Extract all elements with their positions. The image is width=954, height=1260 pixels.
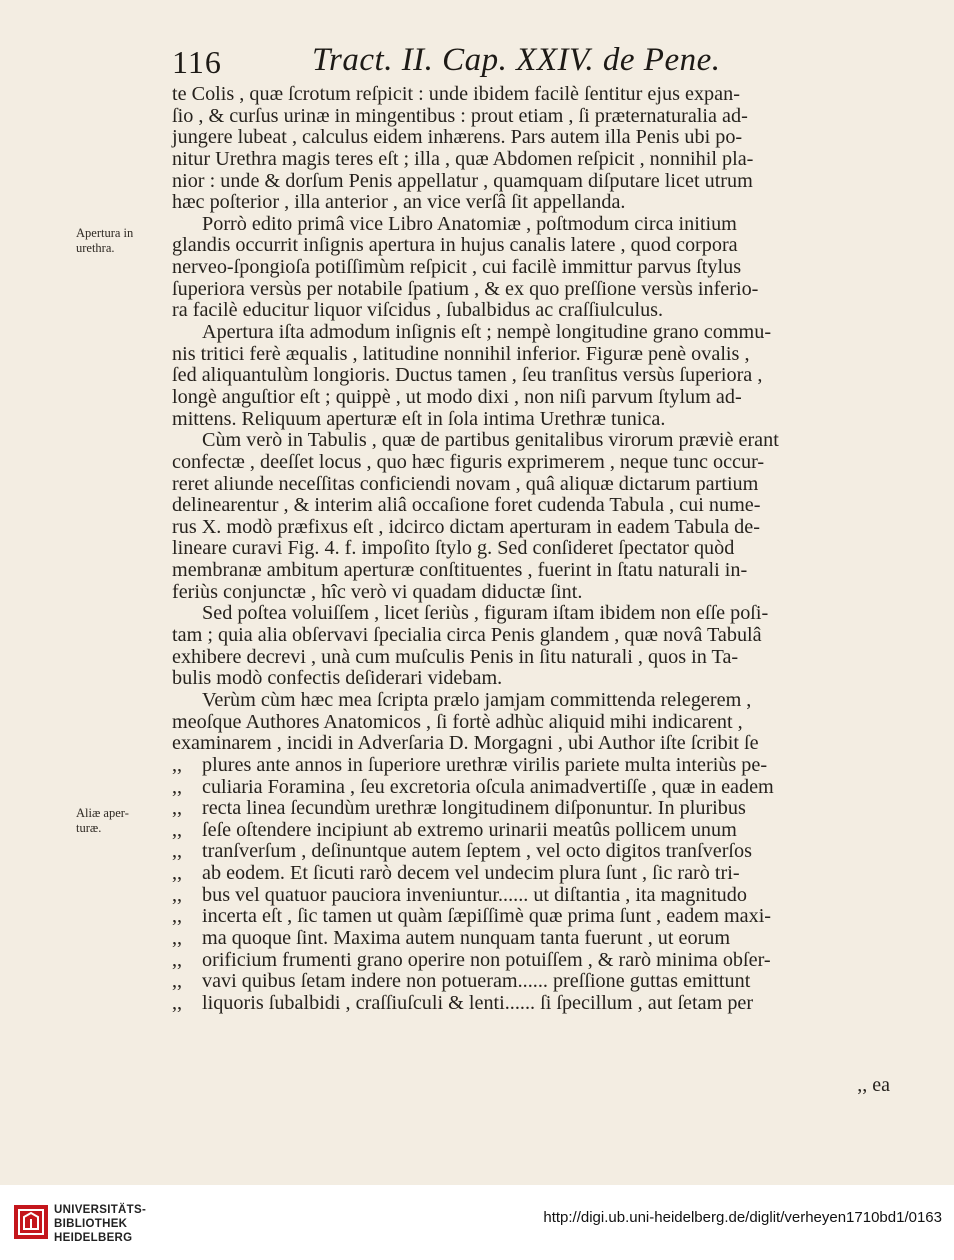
text-line	[172, 582, 894, 604]
text-line	[172, 841, 894, 863]
text-line	[172, 214, 894, 236]
quotation-mark: ,,	[172, 862, 183, 885]
text-line	[172, 106, 894, 128]
text-line-content: lineare curavi Fig. 4. f. impoſito ſtylo g. Sed conſideret ſpectator quòd	[172, 537, 735, 560]
text-line	[172, 668, 894, 690]
text-line-content: glandis occurrit inſignis apertura in hujus canalis latere , quod corpora	[172, 234, 738, 257]
text-line-content: tranſverſum , deſinuntque autem ſeptem , vel octo digitos tranſverſos	[202, 840, 752, 863]
text-line-content: examinarem , incidi in Adverſaria D. Morgagni , ubi Author iſte ſcribit ſe	[172, 732, 759, 755]
library-name	[54, 1203, 146, 1245]
text-line-content: plures ante annos in ſuperiore urethræ virilis pariete multa interiùs pe-	[202, 753, 768, 776]
text-line	[172, 430, 894, 452]
text-line-content: ma quoque ſint. Maxima autem nunquam tanta fuerunt , ut eorum	[202, 926, 731, 949]
quotation-mark: ,,	[172, 818, 183, 841]
text-line	[172, 625, 894, 647]
marginal-note-line: Apertura in	[76, 226, 134, 240]
text-line	[172, 712, 894, 734]
page-number: 116	[172, 44, 222, 80]
text-line-content: ſeſe oſtendere incipiunt ab extremo urinarii meatûs pollicem unum	[202, 818, 737, 841]
text-line	[172, 798, 894, 820]
text-line	[172, 777, 894, 799]
library-name-line: UNIVERSITÄTS-	[54, 1204, 147, 1216]
quotation-mark: ,,	[172, 926, 183, 949]
text-line-content: exhibere decrevi , unà cum muſculis Penis in ſitu naturali , quos in Ta-	[172, 645, 739, 668]
text-line-content: longè anguſtior eſt ; quippè , ut modo dixi , non niſi parvum ſtylum ad-	[172, 385, 742, 408]
text-line-content: incerta eſt , ſic tamen ut quàm ſæpiſſimè quæ prima ſunt , eadem maxi-	[202, 905, 772, 928]
text-line-content: reret aliunde neceſſitas conficiendi novam , quâ aliquæ dictarum partium	[172, 472, 759, 495]
text-line-content: membranæ ambitum aperturæ conſtituentes , fuerint in ſtatu naturali in-	[172, 559, 748, 582]
text-line-content: vavi quibus ſetam indere non potueram...... preſſione guttas emittunt	[202, 970, 751, 993]
text-line	[172, 950, 894, 972]
text-line-content: nitur Urethra magis teres eſt ; illa , quæ Abdomen reſpicit , nonnihil pla-	[172, 147, 754, 170]
university-seal-icon	[14, 1205, 48, 1239]
text-line-content: culiaria Foramina , ſeu excretoria oſcula animadvertiſſe , quæ in eadem	[202, 775, 774, 798]
text-line-content: ſio , & curſus urinæ in mingentibus : prout etiam , ſi præternaturalia ad-	[172, 104, 748, 127]
quotation-mark: ,,	[172, 970, 183, 993]
text-line-content: feriùs conjunctæ , hîc verò vi quadam diductæ ſint.	[172, 580, 583, 603]
source-url-link[interactable]: http://digi.ub.uni-heidelberg.de/diglit/verheyen1710bd1/0163	[543, 1209, 942, 1226]
library-name-line: BIBLIOTHEK	[54, 1218, 128, 1230]
quotation-mark: ,,	[172, 797, 183, 820]
text-line-content: Cùm verò in Tabulis , quæ de partibus genitalibus virorum prævіè erant	[202, 429, 779, 452]
text-line	[172, 257, 894, 279]
text-line-content: nis tritici ferè æqualis , latitudine nonnihil inferior. Figuræ penè ovalis ,	[172, 342, 750, 365]
quotation-mark: ,,	[172, 775, 183, 798]
text-line	[172, 365, 894, 387]
page-header	[172, 40, 892, 84]
text-line	[172, 474, 894, 496]
text-line	[172, 452, 894, 474]
text-line	[172, 344, 894, 366]
text-line	[172, 127, 894, 149]
text-line-content: Verùm cùm hæc mea ſcripta prælo jamjam committenda relegerem ,	[202, 688, 752, 711]
quotation-mark: ,,	[172, 883, 183, 906]
text-line	[172, 603, 894, 625]
quotation-mark: ,,	[172, 991, 183, 1014]
text-line-content: recta linea ſecundùm urethræ longitudinem diſponuntur. In pluribus	[202, 797, 746, 820]
text-line-content: orificium frumenti grano operire non potuiſſem , & rarò minima obſer-	[202, 948, 771, 971]
text-line	[172, 322, 894, 344]
text-line	[172, 171, 894, 193]
text-line-content: Porrò edito primâ vice Libro Anatomiæ , poſtmodum circa initium	[202, 212, 737, 235]
marginal-note-line: turæ.	[76, 821, 102, 835]
text-line-content: mittens. Reliquum aperturæ eſt in ſola intima Urethræ tunica.	[172, 407, 666, 430]
text-line	[172, 300, 894, 322]
text-line-content: te Colis , quæ ſcrotum reſpicit : unde ibidem facilè ſentitur ejus expan-	[172, 83, 740, 105]
text-line	[172, 192, 894, 214]
text-line-content: Apertura iſta admodum inſignis eſt ; nempè longitudine grano commu-	[202, 321, 772, 344]
text-line	[172, 863, 894, 885]
text-line-content: delinearentur , & interim aliâ occaſione foret cudenda Tabula , cui nume-	[172, 494, 761, 517]
text-line-content: ſed aliquantulùm longioris. Ductus tamen , ſeu tranſitus versùs ſuperiora ,	[172, 364, 763, 387]
text-line	[172, 387, 894, 409]
running-title: Tract. II. Cap. XXIV. de Pene.	[312, 42, 721, 78]
text-line-content: confectæ , deeſſet locus , quo hæc figuris exprimerem , neque tunc occur-	[172, 450, 765, 473]
body-text	[172, 84, 894, 1015]
text-line-content: ab eodem. Et ſicuti rarò decem vel undecim plura ſunt , ſic rarò tri-	[202, 862, 740, 885]
text-line-content: meoſque Authores Anatomicos , ſi fortè adhùc aliquid mihi indicarent ,	[172, 710, 743, 733]
text-line-content: nior : unde & dorſum Penis appellatur , quamquam diſputare licet utrum	[172, 169, 753, 192]
text-line	[172, 538, 894, 560]
text-line	[172, 906, 894, 928]
marginal-note-line: Aliæ aper-	[76, 806, 129, 820]
text-line	[172, 149, 894, 171]
text-line-content: rus X. modò præfixus eſt , idcirco dictam aperturam in eadem Tabula de-	[172, 515, 760, 538]
text-line	[172, 517, 894, 539]
text-line-content: nerveo-ſpongioſa potiſſimùm reſpicit , cui facilè immittur parvus ſtylus	[172, 256, 742, 279]
footer-bar	[0, 1185, 954, 1260]
text-line-content: Sed poſtea voluiſſem , licet ſeriùs , figuram iſtam ibidem non eſſe poſi-	[202, 602, 769, 625]
text-line	[172, 235, 894, 257]
text-line	[172, 820, 894, 842]
text-line-content: jungere lubeat , calculus eidem inhærens. Pars autem illa Penis ubi po-	[172, 126, 743, 149]
quotation-mark: ,,	[172, 753, 183, 776]
quotation-mark: ,,	[172, 905, 183, 928]
text-line-content: tam ; quia alia obſervavi ſpecialia circa Penis glandem , quæ novâ Tabulâ	[172, 624, 762, 647]
marginal-note-line: urethra.	[76, 241, 115, 255]
text-line	[172, 279, 894, 301]
text-line	[172, 755, 894, 777]
quotation-mark: ,,	[172, 948, 183, 971]
text-line	[172, 971, 894, 993]
library-name-line: HEIDELBERG	[54, 1232, 133, 1244]
text-line	[172, 733, 894, 755]
text-line-content: liquoris ſubalbidi , craſſiuſculi & lenti...... ſi ſpecillum , aut ſetam per	[202, 991, 754, 1014]
quotation-mark: ,,	[172, 840, 183, 863]
text-line	[172, 885, 894, 907]
text-line-content: ſuperiora versùs per notabile ſpatium , & ex quo preſſione versùs inferio-	[172, 277, 759, 300]
text-line	[172, 495, 894, 517]
text-line	[172, 409, 894, 431]
text-line-content: bus vel quatuor pauciora inveniuntur...... ut diſtantia , ita magnitudo	[202, 883, 747, 906]
marginal-note-apertura	[76, 226, 168, 256]
text-line-content: ra facilè educitur liquor viſcidus , ſubalbidus ac craſſiulculus.	[172, 299, 664, 322]
text-line	[172, 560, 894, 582]
text-line	[172, 84, 894, 106]
text-line	[172, 928, 894, 950]
text-line	[172, 690, 894, 712]
text-line	[172, 993, 894, 1015]
text-line-content: hæc poſterior , illa anterior , an vice verſâ ſit appellanda.	[172, 191, 626, 214]
catchword: ,, ea	[857, 1074, 890, 1096]
text-line-content: bulis modò confectis deſiderari videbam.	[172, 667, 503, 690]
marginal-note-aliae	[76, 806, 168, 836]
text-line	[172, 647, 894, 669]
